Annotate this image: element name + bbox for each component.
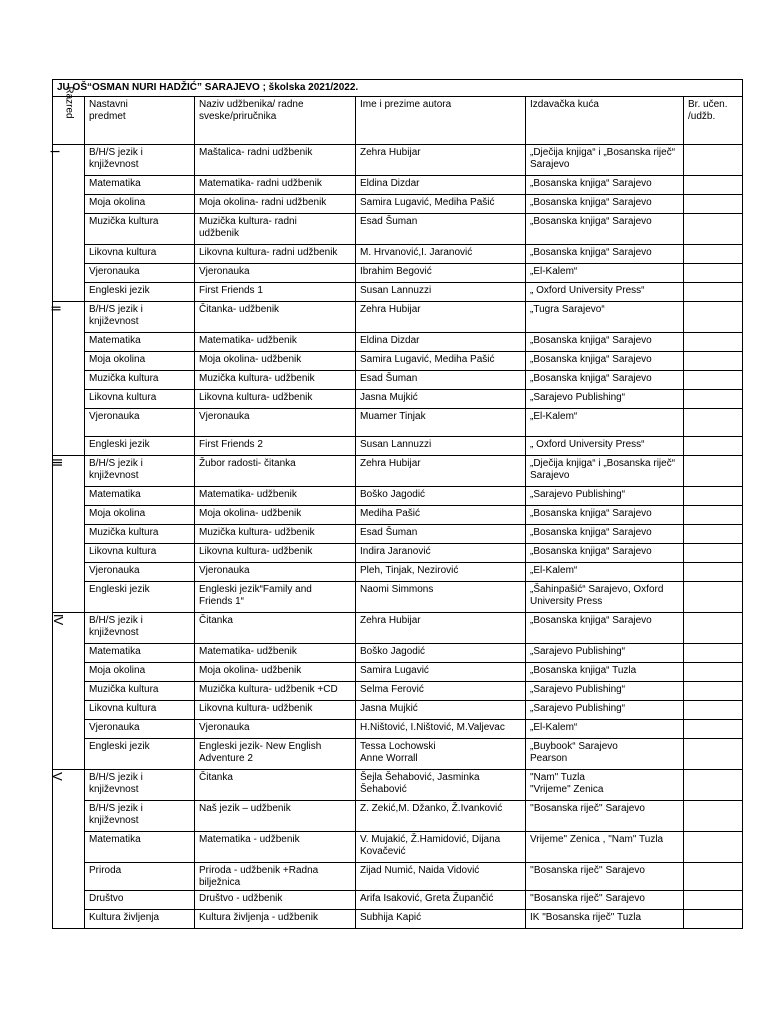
cell-izdavac: „Bosanska knjiga“ Sarajevo	[526, 544, 684, 563]
cell-predmet: B/H/S jezik i književnost	[85, 770, 195, 801]
cell-autor: Naomi Simmons	[356, 582, 526, 613]
cell-naziv: Likovna kultura- radni udžbenik	[195, 245, 356, 264]
cell-autor: Jasna Mujkić	[356, 390, 526, 409]
cell-izdavac: „Bosanska knjiga“ Sarajevo	[526, 176, 684, 195]
table-row	[53, 720, 743, 739]
header-row	[53, 97, 743, 145]
cell-naziv: Vjeronauka	[195, 563, 356, 582]
cell-autor: Eldina Dizdar	[356, 333, 526, 352]
table-row	[53, 863, 743, 891]
cell-autor: Selma Ferović	[356, 682, 526, 701]
table-row	[53, 891, 743, 910]
cell-naziv: Žubor radosti- čitanka	[195, 456, 356, 487]
cell-izdavac: „Bosanska knjiga“ Sarajevo	[526, 352, 684, 371]
table-row	[53, 283, 743, 302]
cell-br	[684, 801, 743, 832]
cell-naziv: Priroda - udžbenik +Radna bilježnica	[195, 863, 356, 891]
cell-naziv: Matematika - udžbenik	[195, 832, 356, 863]
cell-izdavac: Vrijeme" Zenica , "Nam" Tuzla	[526, 832, 684, 863]
cell-autor: Susan Lannuzzi	[356, 437, 526, 456]
cell-izdavac: „Bosanska knjiga“ Sarajevo	[526, 371, 684, 390]
table-row	[53, 176, 743, 195]
cell-autor: Boško Jagodić	[356, 644, 526, 663]
cell-br	[684, 506, 743, 525]
table-row	[53, 437, 743, 456]
cell-predmet: Engleski jezik	[85, 437, 195, 456]
cell-naziv: Moja okolina- udžbenik	[195, 506, 356, 525]
header-izdavac: Izdavačka kuća	[526, 97, 684, 145]
cell-predmet: Društvo	[85, 891, 195, 910]
cell-predmet: Matematika	[85, 832, 195, 863]
cell-autor: Samira Lugavić	[356, 663, 526, 682]
cell-br	[684, 644, 743, 663]
cell-predmet: Matematika	[85, 333, 195, 352]
cell-izdavac: IK "Bosanska riječ" Tuzla	[526, 910, 684, 929]
table-row	[53, 701, 743, 720]
table-row	[53, 302, 743, 333]
cell-br	[684, 832, 743, 863]
table-row	[53, 390, 743, 409]
cell-autor: Esad Šuman	[356, 214, 526, 245]
table-row	[53, 739, 743, 770]
cell-autor: Z. Zekić,M. Džanko, Ž.Ivanković	[356, 801, 526, 832]
cell-autor: Boško Jagodić	[356, 487, 526, 506]
cell-autor: Eldina Dizdar	[356, 176, 526, 195]
cell-izdavac: ''Bosanska riječ'' Sarajevo	[526, 891, 684, 910]
grade-label: II	[53, 302, 85, 456]
table-row	[53, 801, 743, 832]
cell-naziv: Naš jezik – udžbenik	[195, 801, 356, 832]
cell-izdavac: „Sarajevo Publishing“	[526, 701, 684, 720]
cell-autor: Samira Lugavić, Mediha Pašić	[356, 195, 526, 214]
cell-predmet: Moja okolina	[85, 506, 195, 525]
cell-izdavac: „Sarajevo Publishing“	[526, 682, 684, 701]
cell-predmet: Engleski jezik	[85, 739, 195, 770]
cell-autor: M. Hrvanović,I. Jaranović	[356, 245, 526, 264]
grade-label: III	[53, 456, 85, 613]
cell-autor: Pleh, Tinjak, Nezirović	[356, 563, 526, 582]
cell-izdavac: „Bosanska knjiga“ Sarajevo	[526, 195, 684, 214]
cell-predmet: Moja okolina	[85, 352, 195, 371]
header-br: Br. učen. /udžb.	[684, 97, 743, 145]
cell-predmet: Moja okolina	[85, 195, 195, 214]
cell-naziv: Čitanka	[195, 770, 356, 801]
cell-naziv: Muzička kultura- udžbenik	[195, 525, 356, 544]
table-row	[53, 563, 743, 582]
cell-br	[684, 613, 743, 644]
table-row	[53, 832, 743, 863]
cell-naziv: Muzička kultura- udžbenik +CD	[195, 682, 356, 701]
cell-naziv: Čitanka- udžbenik	[195, 302, 356, 333]
table-row	[53, 910, 743, 929]
table-row	[53, 456, 743, 487]
cell-br	[684, 195, 743, 214]
cell-izdavac: „El-Kalem“	[526, 264, 684, 283]
cell-autor: Muamer Tinjak	[356, 409, 526, 437]
cell-naziv: Muzička kultura- udžbenik	[195, 371, 356, 390]
cell-autor: Tessa Lochowski Anne Worrall	[356, 739, 526, 770]
cell-predmet: Moja okolina	[85, 663, 195, 682]
cell-br	[684, 487, 743, 506]
cell-br	[684, 352, 743, 371]
table-row	[53, 352, 743, 371]
cell-br	[684, 525, 743, 544]
cell-predmet: Muzička kultura	[85, 371, 195, 390]
cell-autor: H.Ništović, I.Ništović, M.Valjevac	[356, 720, 526, 739]
cell-autor: Susan Lannuzzi	[356, 283, 526, 302]
table-row	[53, 264, 743, 283]
header-naziv: Naziv udžbenika/ radne sveske/priručnika	[195, 97, 356, 145]
cell-autor: Mediha Pašić	[356, 506, 526, 525]
cell-autor: Zehra Hubijar	[356, 613, 526, 644]
cell-autor: Zehra Hubijar	[356, 302, 526, 333]
cell-naziv: Maštalica- radni udžbenik	[195, 145, 356, 176]
cell-autor: Arifa Isaković, Greta Župančić	[356, 891, 526, 910]
cell-izdavac: „Bosanska knjiga“ Sarajevo	[526, 245, 684, 264]
table-row	[53, 770, 743, 801]
cell-br	[684, 863, 743, 891]
cell-izdavac: „Bosanska knjiga“ Sarajevo	[526, 214, 684, 245]
cell-br	[684, 456, 743, 487]
cell-br	[684, 891, 743, 910]
cell-naziv: Likovna kultura- udžbenik	[195, 390, 356, 409]
cell-autor: Samira Lugavić, Mediha Pašić	[356, 352, 526, 371]
table-row	[53, 506, 743, 525]
cell-naziv: Engleski jezik“Family and Friends 1“	[195, 582, 356, 613]
cell-naziv: Likovna kultura- udžbenik	[195, 544, 356, 563]
cell-naziv: Matematika- udžbenik	[195, 333, 356, 352]
cell-predmet: Likovna kultura	[85, 390, 195, 409]
cell-izdavac: „Dječija knjiga“ i „Bosanska riječ“ Sarajevo	[526, 145, 684, 176]
cell-br	[684, 910, 743, 929]
table-row	[53, 371, 743, 390]
cell-izdavac: „Bosanska knjiga“ Sarajevo	[526, 333, 684, 352]
document-title: JU OŠ“OSMAN NURI HADŽIĆ” SARAJEVO ; školska 2021/2022.	[53, 80, 743, 97]
cell-predmet: Engleski jezik	[85, 283, 195, 302]
cell-naziv: Likovna kultura- udžbenik	[195, 701, 356, 720]
cell-naziv: First Friends 2	[195, 437, 356, 456]
cell-autor: Zehra Hubijar	[356, 145, 526, 176]
cell-predmet: Vjeronauka	[85, 409, 195, 437]
cell-izdavac: „Bosanska knjiga“ Sarajevo	[526, 506, 684, 525]
cell-br	[684, 720, 743, 739]
table-row	[53, 682, 743, 701]
cell-predmet: Priroda	[85, 863, 195, 891]
cell-br	[684, 176, 743, 195]
cell-br	[684, 371, 743, 390]
cell-naziv: Vjeronauka	[195, 720, 356, 739]
grade-label: V	[53, 770, 85, 929]
cell-naziv: Vjeronauka	[195, 264, 356, 283]
cell-izdavac: „Tugra Sarajevo“	[526, 302, 684, 333]
cell-naziv: Moja okolina- udžbenik	[195, 663, 356, 682]
table-row	[53, 245, 743, 264]
cell-br	[684, 544, 743, 563]
cell-izdavac: „Bosanska knjiga“ Sarajevo	[526, 613, 684, 644]
cell-predmet: Likovna kultura	[85, 544, 195, 563]
cell-predmet: Muzička kultura	[85, 682, 195, 701]
table-row	[53, 544, 743, 563]
cell-autor: Zehra Hubijar	[356, 456, 526, 487]
cell-br	[684, 302, 743, 333]
cell-predmet: Muzička kultura	[85, 214, 195, 245]
cell-br	[684, 437, 743, 456]
cell-izdavac: „Sarajevo Publishing“	[526, 390, 684, 409]
cell-naziv: Moja okolina- udžbenik	[195, 352, 356, 371]
cell-br	[684, 214, 743, 245]
cell-naziv: Matematika- udžbenik	[195, 487, 356, 506]
cell-predmet: Matematika	[85, 176, 195, 195]
cell-predmet: Muzička kultura	[85, 525, 195, 544]
cell-autor: Zijad Numić, Naida Vidović	[356, 863, 526, 891]
cell-br	[684, 739, 743, 770]
grade-label: I	[53, 145, 85, 302]
cell-predmet: Vjeronauka	[85, 720, 195, 739]
cell-naziv: Društvo - udžbenik	[195, 891, 356, 910]
cell-izdavac: „Buybook“ Sarajevo Pearson	[526, 739, 684, 770]
cell-autor: Jasna Mujkić	[356, 701, 526, 720]
cell-autor: V. Mujakić, Ž.Hamidović, Dijana Kovačević	[356, 832, 526, 863]
header-autor: Ime i prezime autora	[356, 97, 526, 145]
cell-izdavac: „Šahinpašić“ Sarajevo, Oxford University Press	[526, 582, 684, 613]
table-row	[53, 613, 743, 644]
table-row	[53, 195, 743, 214]
cell-predmet: Matematika	[85, 487, 195, 506]
table-row	[53, 409, 743, 437]
cell-naziv: Moja okolina- radni udžbenik	[195, 195, 356, 214]
cell-autor: Esad Šuman	[356, 525, 526, 544]
cell-br	[684, 245, 743, 264]
cell-predmet: Engleski jezik	[85, 582, 195, 613]
cell-predmet: Kultura življenja	[85, 910, 195, 929]
table-row	[53, 644, 743, 663]
header-predmet: Nastavni predmet	[85, 97, 195, 145]
cell-naziv: Matematika- radni udžbenik	[195, 176, 356, 195]
cell-autor: Indira Jaranović	[356, 544, 526, 563]
cell-naziv: First Friends 1	[195, 283, 356, 302]
cell-izdavac: „Sarajevo Publishing“	[526, 644, 684, 663]
cell-izdavac: "Nam" Tuzla "Vrijeme" Zenica	[526, 770, 684, 801]
cell-br	[684, 264, 743, 283]
cell-br	[684, 563, 743, 582]
cell-naziv: Čitanka	[195, 613, 356, 644]
table-row	[53, 214, 743, 245]
table-row	[53, 582, 743, 613]
cell-predmet: Matematika	[85, 644, 195, 663]
cell-br	[684, 145, 743, 176]
grade-label: IV	[53, 613, 85, 770]
cell-izdavac: „Dječija knjiga“ i „Bosanska riječ“ Sarajevo	[526, 456, 684, 487]
cell-predmet: Vjeronauka	[85, 264, 195, 283]
cell-autor: Esad Šuman	[356, 371, 526, 390]
table-row	[53, 663, 743, 682]
header-razred: Razred	[53, 97, 85, 145]
cell-br	[684, 582, 743, 613]
cell-br	[684, 390, 743, 409]
cell-predmet: B/H/S jezik i književnost	[85, 801, 195, 832]
cell-izdavac: ''Bosanska riječ'' Sarajevo	[526, 863, 684, 891]
cell-br	[684, 283, 743, 302]
cell-izdavac: „ Oxford University Press“	[526, 283, 684, 302]
cell-predmet: Likovna kultura	[85, 701, 195, 720]
table-row	[53, 333, 743, 352]
cell-br	[684, 663, 743, 682]
cell-br	[684, 770, 743, 801]
cell-autor: Subhija Kapić	[356, 910, 526, 929]
cell-izdavac: „El-Kalem“	[526, 409, 684, 437]
cell-izdavac: „Sarajevo Publishing“	[526, 487, 684, 506]
cell-izdavac: „Bosanska knjiga“ Tuzla	[526, 663, 684, 682]
cell-predmet: Likovna kultura	[85, 245, 195, 264]
table-row	[53, 487, 743, 506]
cell-autor: Šejla Šehabović, Jasminka Šehabović	[356, 770, 526, 801]
cell-predmet: B/H/S jezik i književnost	[85, 456, 195, 487]
cell-predmet: Vjeronauka	[85, 563, 195, 582]
cell-izdavac: ''Bosanska riječ'' Sarajevo	[526, 801, 684, 832]
cell-naziv: Matematika- udžbenik	[195, 644, 356, 663]
cell-predmet: B/H/S jezik i književnost	[85, 613, 195, 644]
cell-predmet: B/H/S jezik i književnost	[85, 302, 195, 333]
cell-br	[684, 701, 743, 720]
cell-naziv: Vjeronauka	[195, 409, 356, 437]
cell-izdavac: „ Oxford University Press“	[526, 437, 684, 456]
textbook-table	[47, 79, 743, 929]
table-row	[53, 145, 743, 176]
cell-br	[684, 333, 743, 352]
table-row	[53, 525, 743, 544]
cell-autor: Ibrahim Begović	[356, 264, 526, 283]
cell-naziv: Muzička kultura- radni udžbenik	[195, 214, 356, 245]
cell-izdavac: „Bosanska knjiga“ Sarajevo	[526, 525, 684, 544]
cell-izdavac: „El-Kalem“	[526, 563, 684, 582]
cell-predmet: B/H/S jezik i književnost	[85, 145, 195, 176]
cell-naziv: Kultura življenja - udžbenik	[195, 910, 356, 929]
cell-naziv: Engleski jezik- New English Adventure 2	[195, 739, 356, 770]
cell-izdavac: „El-Kalem“	[526, 720, 684, 739]
cell-br	[684, 682, 743, 701]
cell-br	[684, 409, 743, 437]
